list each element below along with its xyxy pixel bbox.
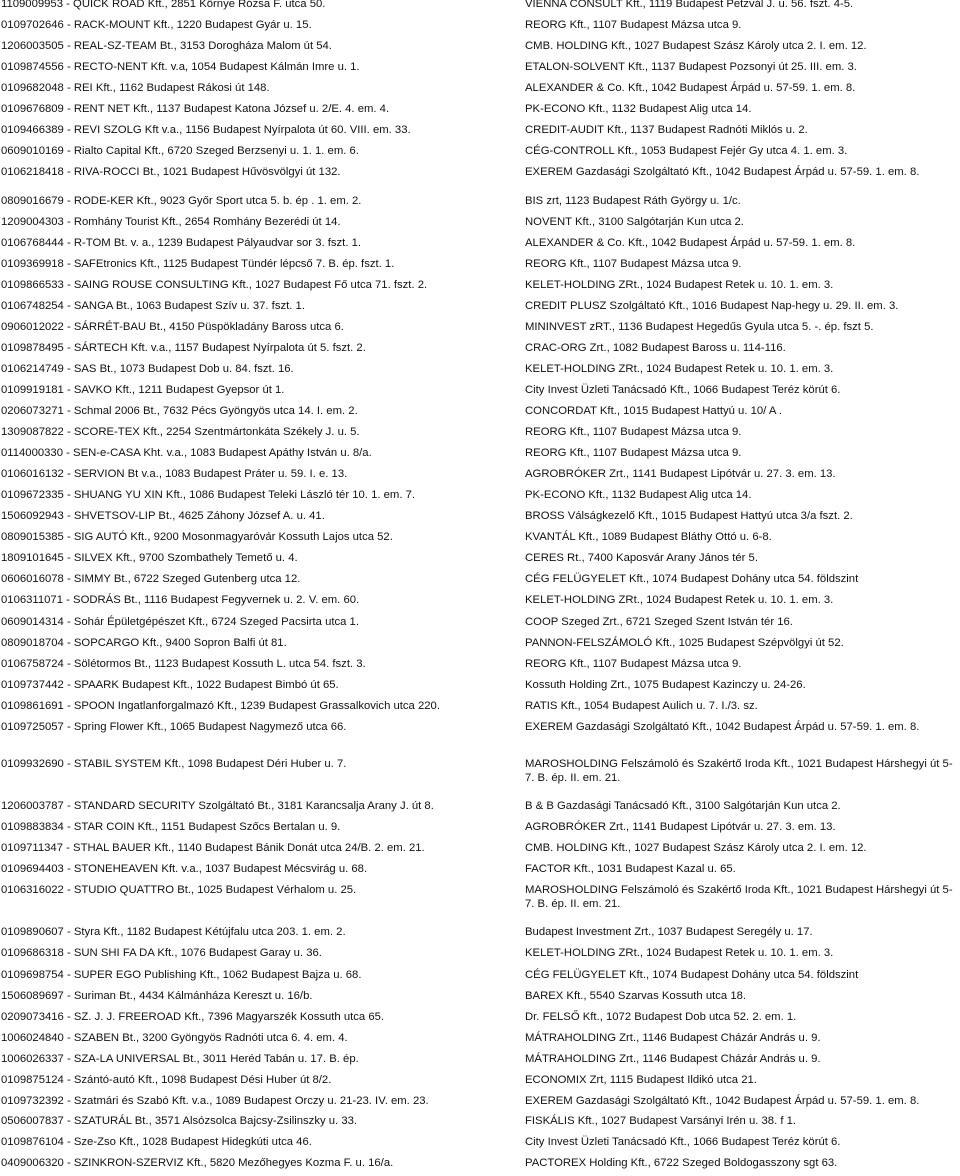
company-entry: 0109876104 - Sze-Zso Kft., 1028 Budapest Hidegkúti utca 46. [1, 1135, 312, 1148]
liquidator-entry: CÉG FELÜGYELET Kft., 1074 Budapest Dohány utca 54. földszint [525, 968, 859, 981]
company-entry: 0109866533 - SAING ROUSE CONSULTING Kft., 1027 Budapest Fő utca 71. fszt. 2. [1, 278, 428, 291]
liquidator-entry: REORG Kft., 1107 Budapest Mázsa utca 9. [525, 257, 742, 270]
liquidator-entry: AGROBRÓKER Zrt., 1141 Budapest Lipótvár u. 27. 3. em. 13. [525, 468, 836, 481]
liquidator-entry: CRAC-ORG Zrt., 1082 Budapest Baross u. 114-116. [525, 341, 786, 354]
liquidator-entry: CREDIT-AUDIT Kft., 1137 Budapest Radnóti Miklós u. 2. [525, 124, 808, 137]
company-entry: 0906012022 - SÁRRÉT-BAU Bt., 4150 Püspökladány Baross utca 6. [1, 320, 344, 333]
company-entry: 0109725057 - Spring Flower Kft., 1065 Budapest Nagymező utca 66. [1, 720, 347, 733]
liquidator-entry: PACTOREX Holding Kft., 6722 Szeged Boldogasszony sgt 63. [525, 1156, 838, 1169]
liquidator-entry: KELET-HOLDING ZRt., 1024 Budapest Retek u. 10. 1. em. 3. [525, 947, 834, 960]
company-row [0, 38, 960, 59]
company-row [0, 840, 960, 861]
company-entry: 0106016132 - SERVION Bt v.a., 1083 Budapest Práter u. 59. I. e. 13. [1, 468, 348, 481]
company-row [0, 466, 960, 487]
liquidator-entry: REORG Kft., 1107 Budapest Mázsa utca 9. [525, 426, 742, 439]
liquidator-entry: B & B Gazdasági Tanácsadó Kft., 3100 Salgótarján Kun utca 2. [525, 800, 841, 813]
company-row [0, 1093, 960, 1114]
company-row [0, 945, 960, 966]
liquidator-entry: CÉG FELÜGYELET Kft., 1074 Budapest Dohány utca 54. földszint [525, 573, 859, 586]
company-row [0, 403, 960, 424]
company-row [0, 882, 960, 910]
company-row [0, 861, 960, 882]
company-entry: 0109861691 - SPOON Ingatlanforgalmazó Kft., 1239 Budapest Grassalkovich utca 220. [1, 699, 440, 712]
company-entry: 0506007837 - SZATURÁL Bt., 3571 Alsózsolca Bajcsy-Zsilinszky u. 33. [1, 1114, 358, 1127]
company-row [0, 17, 960, 38]
company-row [0, 193, 960, 214]
liquidator-entry: Dr. FELSŐ Kft., 1072 Budapest Dob utca 52. 2. em. 1. [525, 1010, 797, 1023]
company-entry: 1206003787 - STANDARD SECURITY Szolgáltató Bt., 3181 Karancsalja Arany J. út 8. [1, 800, 434, 813]
company-row [0, 592, 960, 613]
company-entry: 0106218418 - RIVA-ROCCI Bt., 1021 Budapest Hűvösvölgyi út 132. [1, 166, 341, 179]
liquidator-entry: KELET-HOLDING ZRt., 1024 Budapest Retek u. 10. 1. em. 3. [525, 278, 834, 291]
company-entry: 0606016078 - SIMMY Bt., 6722 Szeged Gutenberg utca 12. [1, 573, 301, 586]
company-row [0, 698, 960, 719]
liquidator-entry: MÁTRAHOLDING Zrt., 1146 Budapest Cházár András u. 9. [525, 1052, 821, 1065]
company-entry: 1809101645 - SILVEX Kft., 9700 Szombathely Temető u. 4. [1, 552, 298, 565]
liquidator-entry: ALEXANDER & Co. Kft., 1042 Budapest Árpád u. 57-59. 1. em. 8. [525, 236, 856, 249]
company-entry: 0106748254 - SANGA Bt., 1063 Budapest Szív u. 37. fszt. 1. [1, 299, 305, 312]
liquidator-entry: CMB. HOLDING Kft., 1027 Budapest Szász Károly utca 2. I. em. 12. [525, 842, 867, 855]
company-entry: 0109932690 - STABIL SYSTEM Kft., 1098 Budapest Déri Huber u. 7. [1, 758, 347, 770]
liquidator-entry: PANNON-FELSZÁMOLÓ Kft., 1025 Budapest Szépvölgyi út 52. [525, 636, 844, 649]
liquidator-entry: REORG Kft., 1107 Budapest Mázsa utca 9. [525, 657, 742, 670]
liquidator-entry: ECONOMIX Zrt, 1115 Budapest Ildikó utca 21. [525, 1073, 757, 1086]
company-entry: 1006026337 - SZA-LA UNIVERSAL Bt., 3011 Heréd Tabán u. 17. B. ép. [1, 1052, 359, 1065]
liquidator-entry: KVANTÁL Kft., 1089 Budapest Bláthy Ottó u. 6-8. [525, 531, 772, 544]
liquidator-entry: EXEREM Gazdasági Szolgáltató Kft., 1042 Budapest Árpád u. 57-59. 1. em. 8. [525, 720, 920, 733]
liquidator-entry: CONCORDAT Kft., 1015 Budapest Hattyú u. 10/ A . [525, 405, 783, 417]
company-row [0, 0, 960, 17]
company-row [0, 924, 960, 945]
company-entry: 0109686318 - SUN SHI FA DA Kft., 1076 Budapest Garay u. 36. [1, 947, 322, 960]
liquidator-entry: CMB. HOLDING Kft., 1027 Budapest Szász Károly utca 2. I. em. 12. [525, 40, 867, 53]
liquidator-entry: MININVEST zRT., 1136 Budapest Hegedűs Gyula utca 5. -. ép. fszt 5. [525, 320, 874, 333]
company-row [0, 487, 960, 508]
company-entry: 0109874556 - RECTO-NENT Kft. v.a, 1054 Budapest Kálmán Imre u. 1. [1, 61, 360, 74]
liquidator-entry: AGROBRÓKER Zrt., 1141 Budapest Lipótvár u. 27. 3. em. 13. [525, 821, 836, 834]
company-row [0, 635, 960, 656]
company-row [0, 614, 960, 635]
company-entry: 0106758724 - Sölétormos Bt., 1123 Budapest Kossuth L. utca 54. fszt. 3. [1, 657, 366, 670]
company-entry: 0109698754 - SUPER EGO Publishing Kft., 1062 Budapest Bajza u. 68. [1, 968, 362, 981]
company-row [0, 143, 960, 164]
liquidator-entry: FACTOR Kft., 1031 Budapest Kazal u. 65. [525, 863, 736, 876]
company-row [0, 967, 960, 988]
company-entry: 0109694403 - STONEHEAVEN Kft. v.a., 1037 Budapest Mécsvirág u. 68. [1, 863, 368, 876]
liquidator-entry: VIENNA CONSULT Kft., 1119 Budapest Petzvál J. u. 56. fszt. 4-5. [525, 0, 854, 10]
company-row [0, 529, 960, 550]
liquidator-entry: NOVENT Kft., 3100 Salgótarján Kun utca 2. [525, 215, 744, 228]
company-row [0, 756, 960, 784]
company-entry: 0609010169 - Rialto Capital Kft., 6720 Szeged Berzsenyi u. 1. 1. em. 6. [1, 145, 359, 158]
company-row [0, 277, 960, 298]
company-row [0, 235, 960, 256]
company-entry: 0206073271 - Schmal 2006 Bt., 7632 Pécs Gyöngyös utca 14. I. em. 2. [1, 405, 358, 417]
company-row [0, 382, 960, 403]
company-row [0, 1134, 960, 1155]
company-row [0, 164, 960, 185]
company-row [0, 719, 960, 740]
liquidator-entry: City Invest Üzleti Tanácsadó Kft., 1066 Budapest Teréz körút 6. [525, 1135, 841, 1148]
company-entry: 0209073416 - SZ. J. J. FREEROAD Kft., 7396 Magyarszék Kossuth utca 65. [1, 1010, 385, 1023]
liquidator-entry: EXEREM Gazdasági Szolgáltató Kft., 1042 Budapest Árpád u. 57-59. 1. em. 8. [525, 166, 920, 179]
liquidator-entry: CREDIT PLUSZ Szolgáltató Kft., 1016 Budapest Nap-hegy u. 29. II. em. 3. [525, 299, 899, 312]
company-entry: 0109672335 - SHUANG YU XIN Kft., 1086 Budapest Teleki László tér 10. 1. em. 7. [1, 489, 416, 502]
company-row [0, 80, 960, 101]
company-row [0, 122, 960, 143]
liquidator-entry: City Invest Üzleti Tanácsadó Kft., 1066 Budapest Teréz körút 6. [525, 383, 841, 396]
company-entry: 0809018704 - SOPCARGO Kft., 9400 Sopron Balfi út 81. [1, 636, 287, 649]
company-entry: 0109711347 - STHAL BAUER Kft., 1140 Budapest Bánik Donát utca 24/B. 2. em. 21. [1, 842, 425, 855]
liquidator-entry: Kossuth Holding Zrt., 1075 Budapest Kazinczy u. 24-26. [525, 678, 806, 691]
company-row [0, 298, 960, 319]
company-entry: 0109737442 - SPAARK Budapest Kft., 1022 Budapest Bimbó út 65. [1, 678, 339, 691]
company-entry: 0109702646 - RACK-MOUNT Kft., 1220 Budapest Gyár u. 15. [1, 19, 312, 32]
company-row [0, 508, 960, 529]
company-entry: 0609014314 - Sohár Épületgépészet Kft., 6724 Szeged Pacsirta utca 1. [1, 615, 359, 628]
company-entry: 1506089697 - Suriman Bt., 4434 Kálmánháza Kereszt u. 16/b. [1, 989, 313, 1002]
company-row [0, 256, 960, 277]
liquidator-entry: CÉG-CONTROLL Kft., 1053 Budapest Fejér Gy utca 4. 1. em. 3. [525, 145, 848, 158]
company-entry: 0106214749 - SAS Bt., 1073 Budapest Dob u. 84. fszt. 16. [1, 362, 294, 375]
liquidator-entry: EXEREM Gazdasági Szolgáltató Kft., 1042 Budapest Árpád u. 57-59. 1. em. 8. [525, 1094, 920, 1107]
company-row [0, 361, 960, 382]
company-row [0, 340, 960, 361]
company-row [0, 550, 960, 571]
company-entry: 1209004303 - Romhány Tourist Kft., 2654 Romhány Bezerédi út 14. [1, 215, 341, 228]
company-entry: 0809016679 - RODE-KER Kft., 9023 Győr Sport utca 5. b. ép . 1. em. 2. [1, 194, 362, 207]
company-row [0, 1051, 960, 1072]
liquidator-entry: REORG Kft., 1107 Budapest Mázsa utca 9. [525, 19, 742, 32]
company-row [0, 1009, 960, 1030]
company-row [0, 819, 960, 840]
company-entry: 1109009953 - QUICK ROAD Kft., 2851 Környe Rózsa F. utca 50. [1, 0, 326, 10]
liquidator-entry: PK-ECONO Kft., 1132 Budapest Alig utca 14. [525, 103, 752, 116]
company-entry: 1506092943 - SHVETSOV-LIP Bt., 4625 Záhony József A. u. 41. [1, 510, 325, 523]
company-row [0, 677, 960, 698]
company-entry: 0109369918 - SAFEtronics Kft., 1125 Budapest Tündér lépcső 7. B. ép. fszt. 1. [1, 257, 395, 270]
company-entry: 0109919181 - SAVKO Kft., 1211 Budapest Gyepsor út 1. [1, 383, 285, 396]
liquidator-entry: Budapest Investment Zrt., 1037 Budapest Seregély u. 17. [525, 926, 813, 939]
company-row [0, 571, 960, 592]
company-row [0, 1155, 960, 1176]
company-entry: 0109878495 - SÁRTECH Kft. v.a., 1157 Budapest Nyírpalota út 5. fszt. 2. [1, 341, 366, 354]
liquidator-entry: RATIS Kft., 1054 Budapest Aulich u. 7. I./3. sz. [525, 699, 758, 712]
company-entry: 0106768444 - R-TOM Bt. v. a., 1239 Budapest Pályaudvar sor 3. fszt. 1. [1, 236, 362, 249]
company-entry: 0109890607 - Styra Kft., 1182 Budapest Kétújfalu utca 203. 1. em. 2. [1, 926, 346, 939]
liquidator-entry: BAREX Kft., 5540 Szarvas Kossuth utca 18. [525, 989, 747, 1002]
liquidator-entry: MAROSHOLDING Felszámoló és Szakértő Iroda Kft., 1021 Budapest Hárshegyi út 5-7. B. ép. II. em. 21. [525, 758, 953, 784]
company-entry: 0109676809 - RENT NET Kft., 1137 Budapest Katona József u. 2/E. 4. em. 4. [1, 103, 390, 116]
company-row [0, 101, 960, 122]
company-entry: 0409006320 - SZINKRON-SZERVIZ Kft., 5820 Mezőhegyes Kozma F. u. 16/a. [1, 1156, 394, 1169]
liquidator-entry: REORG Kft., 1107 Budapest Mázsa utca 9. [525, 447, 742, 460]
liquidator-entry: ALEXANDER & Co. Kft., 1042 Budapest Árpád u. 57-59. 1. em. 8. [525, 82, 856, 95]
company-row [0, 656, 960, 677]
liquidator-entry: BIS zrt, 1123 Budapest Ráth György u. 1/c. [525, 194, 741, 207]
liquidator-entry: KELET-HOLDING ZRt., 1024 Budapest Retek u. 10. 1. em. 3. [525, 362, 834, 375]
company-row [0, 1113, 960, 1134]
company-row [0, 1030, 960, 1051]
liquidator-entry: COOP Szeged Zrt., 6721 Szeged Szent István tér 16. [525, 615, 793, 628]
company-entry: 0109682048 - REI Kft., 1162 Budapest Rákosi út 148. [1, 82, 270, 95]
company-entry: 0109875124 - Szántó-autó Kft., 1098 Budapest Dési Huber út 8/2. [1, 1073, 332, 1086]
company-entry: 0109883834 - STAR COIN Kft., 1151 Budapest Szőcs Bertalan u. 9. [1, 821, 341, 834]
company-entry: 1006024840 - SZABEN Bt., 3200 Gyöngyös Radnóti utca 6. 4. em. 4. [1, 1031, 348, 1044]
liquidator-entry: FISKÁLIS Kft., 1027 Budapest Varsányi Irén u. 38. f 1. [525, 1114, 797, 1127]
company-entry: 0109466389 - REVI SZOLG Kft v.a., 1156 Budapest Nyírpalota út 60. VIII. em. 33. [1, 124, 411, 137]
company-entry: 1206003505 - REAL-SZ-TEAM Bt., 3153 Dorogháza Malom út 54. [1, 40, 332, 53]
liquidator-entry: BROSS Válságkezelő Kft., 1015 Budapest Hattyú utca 3/a fszt. 2. [525, 510, 853, 523]
company-row [0, 445, 960, 466]
company-row [0, 424, 960, 445]
company-entry: 1309087822 - SCORE-TEX Kft., 2254 Szentmártonkáta Székely J. u. 5. [1, 426, 360, 439]
company-row [0, 988, 960, 1009]
company-entry: 0106316022 - STUDIO QUATTRO Bt., 1025 Budapest Vérhalom u. 25. [1, 884, 357, 897]
liquidator-entry: MAROSHOLDING Felszámoló és Szakértő Iroda Kft., 1021 Budapest Hárshegyi út 5-7. B. ép. II. em. 21. [525, 884, 953, 910]
company-entry: 0106311071 - SODRÁS Bt., 1116 Budapest Fegyvernek u. 2. V. em. 60. [1, 594, 360, 607]
company-entry: 0109732392 - Szatmári és Szabó Kft. v.a., 1089 Budapest Orczy u. 21-23. IV. em. 23. [1, 1094, 429, 1107]
liquidator-entry: MÁTRAHOLDING Zrt., 1146 Budapest Cházár András u. 9. [525, 1031, 821, 1044]
liquidator-entry: PK-ECONO Kft., 1132 Budapest Alig utca 14. [525, 489, 752, 502]
liquidator-entry: KELET-HOLDING ZRt., 1024 Budapest Retek u. 10. 1. em. 3. [525, 594, 834, 607]
company-row [0, 319, 960, 340]
liquidator-entry: CERES Rt., 7400 Kaposvár Arany János tér 5. [525, 552, 758, 565]
company-entry: 0114000330 - SEN-e-CASA Kht. v.a., 1083 Budapest Apáthy István u. 8/a. [1, 447, 372, 460]
company-row [0, 59, 960, 80]
company-row [0, 214, 960, 235]
liquidator-entry: ETALON-SOLVENT Kft., 1137 Budapest Pozsonyi út 25. III. em. 3. [525, 61, 857, 74]
company-entry: 0809015385 - SIG AUTÓ Kft., 9200 Mosonmagyaróvár Kossuth Lajos utca 52. [1, 531, 393, 544]
company-row [0, 798, 960, 819]
company-row [0, 1072, 960, 1093]
